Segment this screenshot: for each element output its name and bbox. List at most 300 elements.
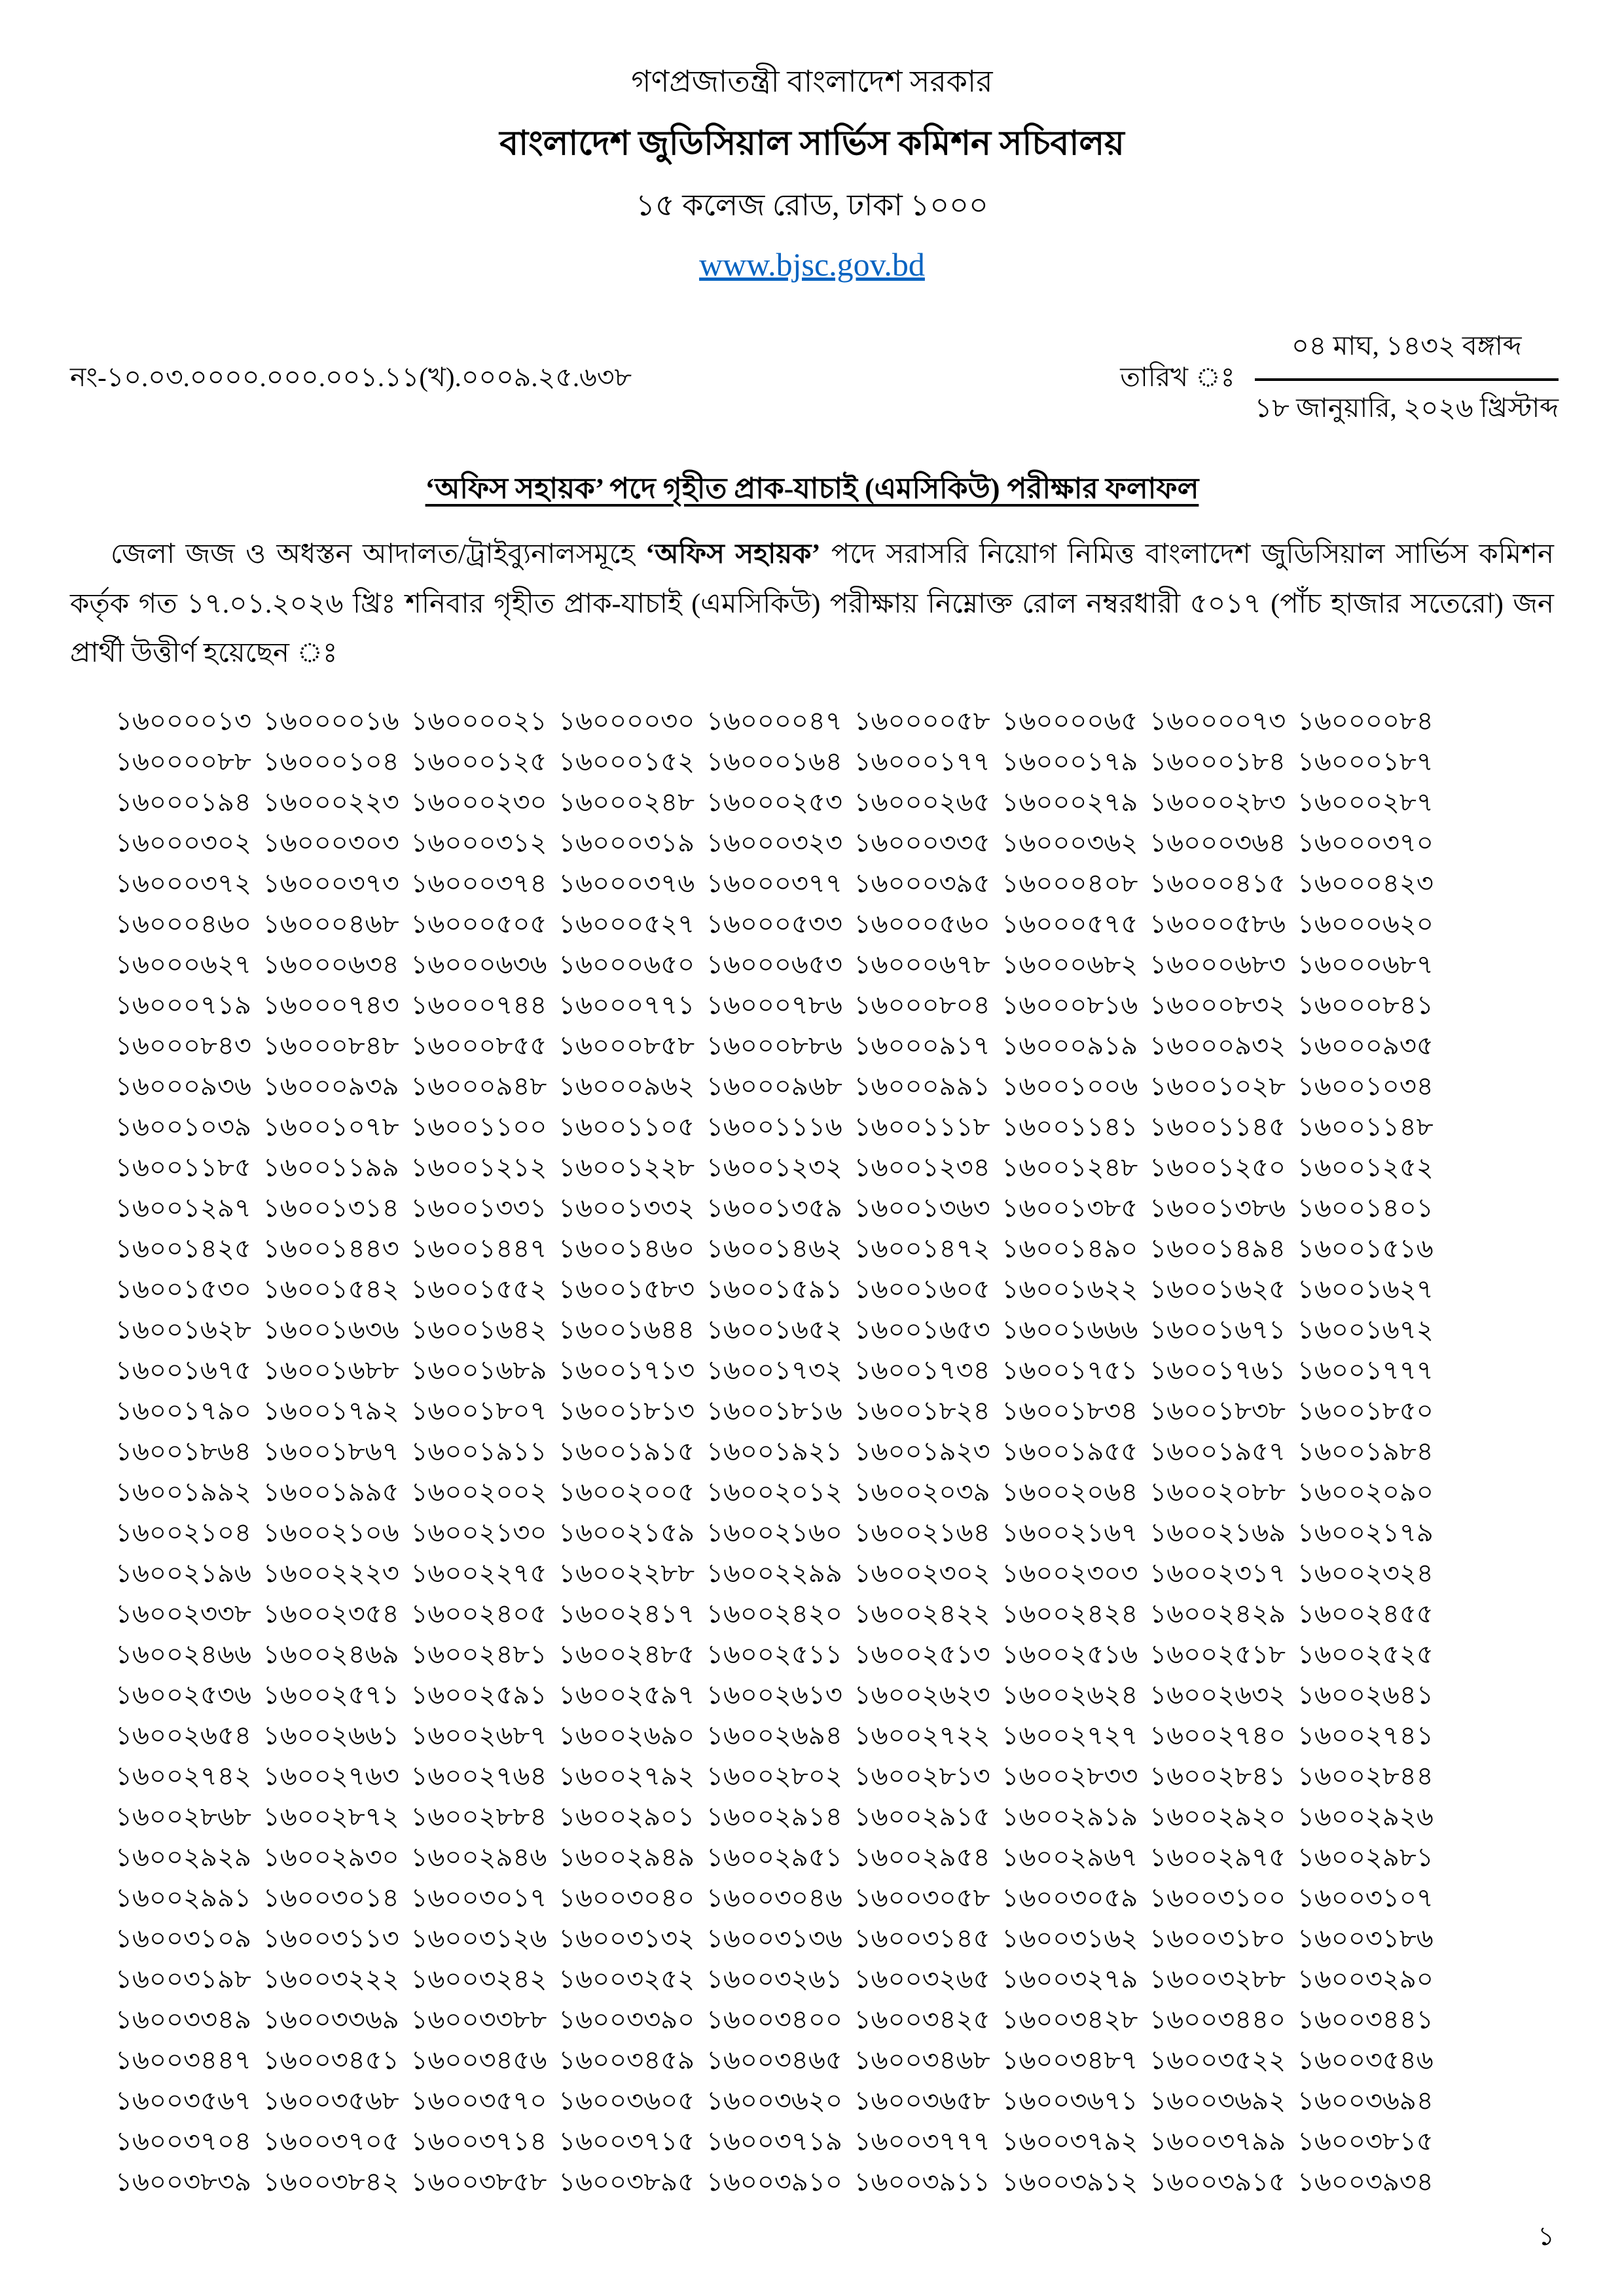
roll-number: ১৬০০০৬৫০ (558, 949, 695, 979)
roll-number: ১৬০০১৭৬১ (1149, 1355, 1286, 1385)
roll-number: ১৬০০১৮৫০ (1297, 1395, 1434, 1426)
roll-number: ১৬০০০২৬৫ (854, 787, 990, 817)
roll-number: ১৬০০৩০১৭ (410, 1882, 547, 1912)
roll-number: ১৬০০২৯০১ (558, 1801, 695, 1831)
roll-number: ১৬০০০০৬৫ (1001, 706, 1138, 736)
roll-number: ১৬০০১৪৪৭ (410, 1233, 547, 1263)
roll-number: ১৬০০৩৭১৪ (410, 2126, 547, 2156)
roll-number: ১৬০০১১৪১ (1001, 1111, 1138, 1141)
roll-number: ১৬০০০০১৬ (262, 706, 399, 736)
roll-number: ১৬০০০০৮৪ (1297, 706, 1434, 736)
roll-number: ১৬০০১৬৪৪ (558, 1314, 695, 1344)
roll-number: ১৬০০২৪৫৫ (1297, 1598, 1434, 1628)
roll-number: ১৬০০১২২৮ (558, 1152, 695, 1182)
roll-number: ১৬০০০৩৭৩ (262, 868, 399, 898)
roll-number: ১৬০০২৩৩৮ (115, 1598, 251, 1628)
roll-number: ১৬০০১৯১৫ (558, 1436, 695, 1466)
roll-number: ১৬০০২৮৪১ (1149, 1761, 1286, 1791)
roll-number: ১৬০০০৪০৮ (1001, 868, 1138, 898)
roll-number: ১৬০০১৬৫২ (706, 1314, 842, 1344)
roll-number: ১৬০০১৯৫৫ (1001, 1436, 1138, 1466)
roll-number: ১৬০০৩০৫৯ (1001, 1882, 1138, 1912)
roll-number: ১৬০০০৬৩৬ (410, 949, 547, 979)
roll-number: ১৬০০২০০৫ (558, 1477, 695, 1507)
roll-number: ১৬০০১২৫২ (1297, 1152, 1434, 1182)
roll-number: ১৬০০২৭২২ (854, 1720, 990, 1750)
roll-number: ১৬০০৩১০০ (1149, 1882, 1286, 1912)
roll-number: ১৬০০৩৪৬৮ (854, 2045, 990, 2075)
roll-number: ১৬০০৩৭৯২ (1001, 2126, 1138, 2156)
roll-number: ১৬০০০১০৪ (262, 746, 399, 776)
roll-number: ১৬০০১৫৯১ (706, 1274, 842, 1304)
date-block (1120, 325, 1559, 433)
roll-number: ১৬০০০১৮৭ (1297, 746, 1434, 776)
date-english: ১৮ জানুয়ারি, ২০২৬ খ্রিস্টাব্দ (1254, 393, 1559, 423)
roll-number: ১৬০০০১৭৭ (854, 746, 990, 776)
roll-number: ১৬০০১৮৬৭ (262, 1436, 399, 1466)
roll-number: ১৬০০০৬৩৪ (262, 949, 399, 979)
roll-number: ১৬০০২৪২৯ (1149, 1598, 1286, 1628)
roll-number: ১৬০০২৯৬৭ (1001, 1842, 1138, 1872)
roll-number: ১৬০০০৫০৫ (410, 908, 547, 939)
roll-number: ১৬০০২১৩০ (410, 1517, 547, 1547)
roll-number: ১৬০০০০৫৮ (854, 706, 990, 736)
roll-number: ১৬০০১৭৫১ (1001, 1355, 1138, 1385)
roll-number: ১৬০০২২৭৫ (410, 1558, 547, 1588)
roll-number: ১৬০০২৬১৩ (706, 1679, 842, 1710)
roll-number: ১৬০০৩২৭৯ (1001, 1964, 1138, 1994)
roll-number: ১৬০০১১৮৫ (115, 1152, 251, 1182)
government-name: গণপ্রজাতন্ত্রী বাংলাদেশ সরকার (631, 65, 993, 98)
roll-number: ১৬০০২৯৫১ (706, 1842, 842, 1872)
roll-number: ১৬০০১৬২৭ (1297, 1274, 1434, 1304)
roll-number: ১৬০০২৯৫৪ (854, 1842, 990, 1872)
roll-number: ১৬০০১১১৮ (854, 1111, 990, 1141)
roll-number: ১৬০০১৩৮৬ (1149, 1193, 1286, 1223)
roll-number: ১৬০০১৬৫৩ (854, 1314, 990, 1344)
roll-number: ১৬০০০৩০৩ (262, 827, 399, 857)
roll-number: ১৬০০২৯২৯ (115, 1842, 251, 1872)
roll-number: ১৬০০২৩১৭ (1149, 1558, 1286, 1588)
roll-number: ১৬০০২১৬৯ (1149, 1517, 1286, 1547)
roll-number: ১৬০০০৩৭৭ (706, 868, 842, 898)
roll-number: ১৬০০১৮১৬ (706, 1395, 842, 1426)
roll-number: ১৬০০২৬৯৪ (706, 1720, 842, 1750)
roll-number: ১৬০০৩১৩৬ (706, 1923, 842, 1953)
roll-number: ১৬০০১৫১৬ (1297, 1233, 1434, 1263)
roll-number: ১৬০০৩২৫২ (558, 1964, 695, 1994)
roll-number: ১৬০০১০৩৯ (115, 1111, 251, 1141)
roll-number: ১৬০০২৬৮৭ (410, 1720, 547, 1750)
roll-number: ১৬০০২৮৭২ (262, 1801, 399, 1831)
roll-number: ১৬০০১৬২৫ (1149, 1274, 1286, 1304)
roll-number: ১৬০০০২৭৯ (1001, 787, 1138, 817)
roll-number: ১৬০০১৫৮৩ (558, 1274, 695, 1304)
roll-number: ১৬০০৩৮৯৫ (558, 2166, 695, 2197)
roll-number: ১৬০০৩৮৫৮ (410, 2166, 547, 2197)
roll-number: ১৬০০২০৩৯ (854, 1477, 990, 1507)
roll-number: ১৬০০৩৯১২ (1001, 2166, 1138, 2197)
roll-number: ১৬০০০৮১৬ (1001, 990, 1138, 1020)
roll-number: ১৬০০১১১৬ (706, 1111, 842, 1141)
roll-number: ১৬০০১৪০১ (1297, 1193, 1434, 1223)
date-fraction (1255, 325, 1559, 433)
roll-number: ১৬০০০৩০২ (115, 827, 252, 857)
roll-number: ১৬০০৩৬৯৪ (1297, 2085, 1434, 2115)
roll-number: ১৬০০১৪৯৪ (1149, 1233, 1286, 1263)
roll-number: ১৬০০২৩২৪ (1297, 1558, 1434, 1588)
roll-number: ১৬০০২৩৫৪ (262, 1598, 399, 1628)
roll-number: ১৬০০৩১৯৮ (115, 1964, 251, 1994)
memo-number: নং-১০.০৩.০০০০.০০০.০০১.১১(খ).০০০৯.২৫.৬৩৮ (70, 361, 632, 392)
roll-number: ১৬০০২০৯০ (1297, 1477, 1434, 1507)
roll-number: ১৬০০১৬৪২ (410, 1314, 547, 1344)
roll-number: ১৬০০১১৪৫ (1149, 1111, 1286, 1141)
roll-number: ১৬০০০৩৬২ (1001, 827, 1138, 857)
roll-number: ১৬০০১৯২৩ (854, 1436, 990, 1466)
roll-number: ১৬০০০১৭৯ (1001, 746, 1138, 776)
roll-number: ১৬০০২২২৩ (262, 1558, 399, 1588)
roll-number: ১৬০০২৮৬৮ (115, 1801, 251, 1831)
organization-address: ১৫ কলেজ রোড, ঢাকা ১০০০ (636, 188, 988, 222)
roll-number: ১৬০০২৪১৭ (558, 1598, 695, 1628)
roll-number: ১৬০০২৭৪২ (115, 1761, 251, 1791)
roll-number: ১৬০০৩৯১১ (854, 2166, 990, 2197)
roll-number: ১৬০০১২৩২ (706, 1152, 842, 1182)
roll-number: ১৬০০০৩১৯ (558, 827, 695, 857)
organization-name: বাংলাদেশ জুডিসিয়াল সার্ভিস কমিশন সচিবালয় (499, 125, 1125, 162)
roll-number: ১৬০০২১৬০ (706, 1517, 842, 1547)
roll-number: ১৬০০০৮৫৮ (558, 1030, 695, 1060)
roll-number: ১৬০০১১০৫ (558, 1111, 695, 1141)
roll-number: ১৬০০০৭১৯ (115, 990, 251, 1020)
intro-text: জেলা জজ ও অধস্তন আদালত/ট্রাইব্যুনালসমূহে (111, 539, 646, 569)
roll-number: ১৬০০২৯৯১ (115, 1882, 251, 1912)
roll-number: ১৬০০১৯৮৪ (1297, 1436, 1434, 1466)
roll-number: ১৬০০২১০৪ (115, 1517, 251, 1547)
memo-date-row (70, 325, 1559, 433)
roll-number: ১৬০০১১৪৮ (1297, 1111, 1434, 1141)
roll-number: ১৬০০৩৪৪০ (1149, 2004, 1286, 2034)
roll-number: ১৬০০৩১৩২ (558, 1923, 695, 1953)
roll-number: ১৬০০০৮৪৮ (262, 1030, 399, 1060)
roll-number: ১৬০০৩৯১৫ (1149, 2166, 1286, 2197)
roll-number: ১৬০০২২৯৯ (706, 1558, 842, 1588)
roll-number: ১৬০০১৬৭১ (1149, 1314, 1286, 1344)
roll-number: ১৬০০১৩৫৯ (706, 1193, 842, 1223)
roll-number: ১৬০০০০৩০ (558, 706, 695, 736)
roll-number: ১৬০০২৬৯০ (558, 1720, 695, 1750)
roll-number: ১৬০০০১৫২ (558, 746, 695, 776)
roll-number: ১৬০০১০৩৪ (1297, 1071, 1434, 1101)
roll-number: ১৬০০০৯৬৮ (706, 1071, 842, 1101)
roll-number: ১৬০০৩৭১৯ (706, 2126, 842, 2156)
roll-number: ১৬০০১৮২৪ (854, 1395, 990, 1426)
roll-number: ১৬০০০৫৩৩ (706, 908, 842, 939)
roll-number: ১৬০০০০১৩ (115, 706, 251, 736)
roll-number: ১৬০০০৪২৩ (1297, 868, 1434, 898)
roll-number: ১৬০০৩২২২ (262, 1964, 399, 1994)
notice-title-text: ‘অফিস সহায়ক’ পদে গৃহীত প্রাক-যাচাই (এমসিকিউ) পরীক্ষার ফলাফল (425, 473, 1199, 505)
roll-number: ১৬০০২৪৮৫ (558, 1639, 695, 1669)
roll-number: ১৬০০১৭১৩ (558, 1355, 695, 1385)
roll-number: ১৬০০০২৫৩ (706, 787, 842, 817)
roll-number: ১৬০০০৩৬৪ (1149, 827, 1286, 857)
intro-bold-text: ‘অফিস সহায়ক’ (645, 539, 821, 569)
roll-number: ১৬০০১৩৩২ (558, 1193, 695, 1223)
roll-number: ১৬০০৩১০৭ (1297, 1882, 1434, 1912)
roll-number: ১৬০০০৬৭৮ (854, 949, 990, 979)
roll-number: ১৬০০২০৬৪ (1001, 1477, 1138, 1507)
roll-number: ১৬০০২১৯৬ (115, 1558, 251, 1588)
roll-number: ১৬০০০৪১৫ (1149, 868, 1286, 898)
roll-number: ১৬০০২৭৯২ (558, 1761, 695, 1791)
roll-number: ১৬০০১৪২৫ (115, 1233, 251, 1263)
roll-number: ১৬০০৩৫২২ (1149, 2045, 1286, 2075)
roll-number: ১৬০০০৫৬০ (854, 908, 990, 939)
roll-number: ১৬০০২৪৮১ (410, 1639, 547, 1669)
date-bangla: ০৪ মাঘ, ১৪৩২ বঙ্গাব্দ (1255, 325, 1559, 381)
roll-number: ১৬০০২৯৪৬ (410, 1842, 547, 1872)
roll-number: ১৬০০২৯৩০ (262, 1842, 399, 1872)
roll-number: ১৬০০৩১৮৬ (1297, 1923, 1434, 1953)
roll-number: ১৬০০০৭৭১ (558, 990, 695, 1020)
roll-number: ১৬০০০৮৪১ (1297, 990, 1434, 1020)
roll-number: ১৬০০০৫৮৬ (1149, 908, 1286, 939)
roll-number: ১৬০০০৭৮৬ (706, 990, 842, 1020)
roll-number: ১৬০০৩৭৭৭ (854, 2126, 990, 2156)
roll-number: ১৬০০৩৫৬৭ (115, 2085, 251, 2115)
roll-number: ১৬০০২৮৪৪ (1297, 1761, 1434, 1791)
roll-number: ১৬০০০৮৮৬ (706, 1030, 842, 1060)
roll-number: ১৬০০০৩৭৬ (558, 868, 695, 898)
roll-number: ১৬০০০৫২৭ (558, 908, 695, 939)
roll-number: ১৬০০২৪২০ (706, 1598, 842, 1628)
roll-number: ১৬০০১৬৭২ (1297, 1314, 1434, 1344)
roll-number: ১৬০০০৯১৭ (854, 1030, 990, 1060)
roll-number: ১৬০০৩৯১০ (706, 2166, 842, 2197)
roll-number: ১৬০০০৯১৯ (1001, 1030, 1138, 1060)
roll-number: ১৬০০৩৫৪৬ (1297, 2045, 1434, 2075)
roll-number: ১৬০০৩৬০৫ (558, 2085, 695, 2115)
roll-number: ১৬০০১৬৬৬ (1001, 1314, 1138, 1344)
roll-number: ১৬০০১৯২১ (706, 1436, 842, 1466)
roll-number: ১৬০০০৯৩৫ (1297, 1030, 1434, 1060)
roll-number: ১৬০০৩৮৩৯ (115, 2166, 251, 2197)
roll-number: ১৬০০২৯৮১ (1297, 1842, 1434, 1872)
roll-number: ১৬০০২৫১৮ (1149, 1639, 1286, 1669)
roll-number: ১৬০০২৭২৭ (1001, 1720, 1138, 1750)
roll-number: ১৬০০১৩৮৫ (1001, 1193, 1138, 1223)
roll-number: ১৬০০৩১৮০ (1149, 1923, 1286, 1953)
letterhead (0, 0, 1624, 283)
roll-number: ১৬০০১৬২২ (1001, 1274, 1138, 1304)
roll-number: ১৬০০১৬২৮ (115, 1314, 251, 1344)
roll-number: ১৬০০১২৯৭ (115, 1193, 251, 1223)
roll-number: ১৬০০০৯৬২ (558, 1071, 695, 1101)
roll-number: ১৬০০২৩০৩ (1001, 1558, 1138, 1588)
roll-number: ১৬০০৩০১৪ (262, 1882, 399, 1912)
roll-number: ১৬০০২৪৬৬ (115, 1639, 251, 1669)
roll-number: ১৬০০১২১২ (410, 1152, 547, 1182)
roll-number: ১৬০০১৭৯০ (115, 1395, 251, 1426)
roll-number: ১৬০০০৩১২ (410, 827, 547, 857)
roll-number: ১৬০০১১৯৯ (262, 1152, 399, 1182)
roll-number: ১৬০০০৬২৭ (115, 949, 252, 979)
roll-number: ১৬০০২১৬৪ (854, 1517, 990, 1547)
roll-number: ১৬০০২৯৪৯ (558, 1842, 695, 1872)
intro-paragraph (70, 530, 1554, 679)
roll-number: ১৬০০০২২৩ (262, 787, 399, 817)
roll-number: ১৬০০৩১৬২ (1001, 1923, 1138, 1953)
roll-number: ১৬০০২৪৬৯ (262, 1639, 399, 1669)
roll-number: ১৬০০২৫৯১ (410, 1679, 547, 1710)
roll-number: ১৬০০৩৪০০ (706, 2004, 842, 2034)
roll-number: ১৬০০০৪৬০ (115, 908, 251, 939)
roll-number: ১৬০০৩৪৪১ (1297, 2004, 1434, 2034)
roll-number: ১৬০০১৪৬২ (706, 1233, 842, 1263)
roll-number: ১৬০০১৭৯২ (262, 1395, 399, 1426)
website-link[interactable]: www.bjsc.gov.bd (699, 246, 925, 283)
roll-number: ১৬০০০০৪৭ (706, 706, 842, 736)
roll-number: ১৬০০২৫৯৭ (558, 1679, 695, 1710)
roll-number: ১৬০০১২৫০ (1149, 1152, 1286, 1182)
roll-number: ১৬০০৩২৮৮ (1149, 1964, 1286, 1994)
roll-number: ১৬০০১৮৩৪ (1001, 1395, 1138, 1426)
roll-number: ১৬০০৩৩৪৯ (115, 2004, 251, 2034)
roll-number: ১৬০০১৮৬৪ (115, 1436, 251, 1466)
roll-number: ১৬০০১০০৬ (1001, 1071, 1138, 1101)
roll-number: ১৬০০১৬০৫ (854, 1274, 990, 1304)
roll-number: ১৬০০৩২৯০ (1297, 1964, 1434, 1994)
roll-number: ১৬০০৩৩৬৯ (262, 2004, 399, 2034)
roll-number: ১৬০০৩৬৫৮ (854, 2085, 990, 2115)
roll-number: ১৬০০০১৬৪ (706, 746, 842, 776)
roll-number: ১৬০০২৬৩২ (1149, 1679, 1286, 1710)
roll-number: ১৬০০০৩৯৫ (854, 868, 990, 898)
roll-number: ১৬০০২৯১৫ (854, 1801, 990, 1831)
roll-number: ১৬০০৩৭৯৯ (1149, 2126, 1286, 2156)
roll-number: ১৬০০১৭৭৭ (1297, 1355, 1434, 1385)
roll-number: ১৬০০৩৪৪৭ (115, 2045, 251, 2075)
roll-number: ১৬০০০৬৮৭ (1297, 949, 1434, 979)
roll-number: ১৬০০২৮০২ (706, 1761, 842, 1791)
roll-number: ১৬০০২৮৮৪ (410, 1801, 547, 1831)
roll-number: ১৬০০১৫৪২ (262, 1274, 399, 1304)
roll-number: ১৬০০১৯১১ (410, 1436, 547, 1466)
date-label: তারিখ ঃ (1120, 361, 1235, 392)
roll-number: ১৬০০২১৬৭ (1001, 1517, 1138, 1547)
roll-number: ১৬০০১১০০ (410, 1111, 547, 1141)
roll-number: ১৬০০০৩৭২ (115, 868, 252, 898)
roll-number: ১৬০০২৪০৫ (410, 1598, 547, 1628)
roll-number: ১৬০০০৯৩৯ (262, 1071, 399, 1101)
roll-number: ১৬০০০০৮৮ (115, 746, 251, 776)
roll-number: ১৬০০১৬৩৬ (262, 1314, 399, 1344)
roll-number: ১৬০০২৬২৩ (854, 1679, 990, 1710)
roll-number: ১৬০০৩৮৪২ (262, 2166, 399, 2197)
roll-number: ১৬০০৩৪৫৯ (558, 2045, 695, 2075)
roll-number: ১৬০০১৮৩৮ (1149, 1395, 1286, 1426)
roll-number: ১৬০০৩১০৯ (115, 1923, 251, 1953)
roll-number: ১৬০০০৮০৪ (854, 990, 990, 1020)
roll-number: ১৬০০২৪২২ (854, 1598, 990, 1628)
intro-text: পদে সরাসরি নিয়োগ নিমিত্ত বাংলাদেশ জুডিসিয়াল সার্ভিস কমিশন কর্তৃক গত ১৭.০১.২০২৬ খ্রিঃ শনিবার গৃহীত প্রাক-যাচাই (এমসিকিউ) পরীক্ষায় নিম্নোক্ত রোল নম্বরধারী ৫০১৭ (পাঁচ হাজার সতেরো) জন প্রার্থী উত্তীর্ণ হয়েছেন ঃ (70, 539, 1555, 669)
roll-number: ১৬০০২৫১৩ (854, 1639, 990, 1669)
roll-number: ১৬০০২৫১৬ (1001, 1639, 1138, 1669)
notice-title (0, 467, 1624, 514)
roll-grid (115, 701, 1434, 2202)
roll-number: ১৬০০২৯২৬ (1297, 1801, 1434, 1831)
roll-number: ১৬০০২৬৫৪ (115, 1720, 251, 1750)
roll-number: ১৬০০২০০২ (410, 1477, 547, 1507)
roll-number: ১৬০০০৩৩৫ (854, 827, 990, 857)
roll-number: ১৬০০১০২৮ (1149, 1071, 1286, 1101)
roll-number: ১৬০০১৫৫২ (410, 1274, 547, 1304)
roll-number: ১৬০০৩৪৬৫ (706, 2045, 842, 2075)
roll-number: ১৬০০১০৭৮ (262, 1111, 399, 1141)
roll-number: ১৬০০১৬৮৮ (262, 1355, 399, 1385)
roll-number: ১৬০০৩০৪৬ (706, 1882, 842, 1912)
website-row (0, 245, 1624, 283)
roll-number: ১৬০০০৮৫৫ (410, 1030, 547, 1060)
roll-number: ১৬০০৩৩৮৮ (410, 2004, 547, 2034)
roll-number: ১৬০০২৬৪১ (1297, 1679, 1434, 1710)
page-number: ১ (1538, 2221, 1555, 2251)
roll-number: ১৬০০০৪৬৮ (262, 908, 399, 939)
roll-number: ১৬০০১৪৭২ (854, 1233, 990, 1263)
roll-number: ১৬০০১৭৩২ (706, 1355, 842, 1385)
roll-number: ১৬০০২৫৩৬ (115, 1679, 251, 1710)
roll-number: ১৬০০৩২৪২ (410, 1964, 547, 1994)
roll-number: ১৬০০১৯৫৭ (1149, 1436, 1286, 1466)
roll-number: ১৬০০০৯৯১ (854, 1071, 990, 1101)
roll-number: ১৬০০১৩১৪ (262, 1193, 399, 1223)
roll-number: ১৬০০৩০৫৮ (854, 1882, 990, 1912)
roll-number: ১৬০০৩৪২৫ (854, 2004, 990, 2034)
roll-number: ১৬০০০২৪৮ (558, 787, 695, 817)
roll-number: ১৬০০১৪৪৩ (262, 1233, 399, 1263)
roll-number: ১৬০০২১৭৯ (1297, 1517, 1434, 1547)
roll-number: ১৬০০২৫২৫ (1297, 1639, 1434, 1669)
roll-number: ১৬০০৩২৬৫ (854, 1964, 990, 1994)
roll-number: ১৬০০৩৫৬৮ (262, 2085, 399, 2115)
roll-number: ১৬০০৩৬৭১ (1001, 2085, 1138, 2115)
roll-number: ১৬০০৩৮১৫ (1297, 2126, 1434, 2156)
roll-number: ১৬০০১৯৯২ (115, 1477, 251, 1507)
roll-number: ১৬০০০৬৮৩ (1149, 949, 1286, 979)
roll-number: ১৬০০২১৫৯ (558, 1517, 695, 1547)
roll-number: ১৬০০০৩২৩ (706, 827, 842, 857)
roll-number: ১৬০০৩১১৩ (262, 1923, 399, 1953)
roll-number: ১৬০০২৮৩৩ (1001, 1761, 1138, 1791)
roll-number: ১৬০০০২৮৩ (1149, 787, 1286, 817)
roll-number: ১৬০০৩৩৯০ (558, 2004, 695, 2034)
roll-number: ১৬০০১৩৬৩ (854, 1193, 990, 1223)
roll-number: ১৬০০৩৭০৪ (115, 2126, 251, 2156)
roll-number: ১৬০০৩৫৭০ (410, 2085, 547, 2115)
roll-number: ১৬০০৩৪৮৭ (1001, 2045, 1138, 2075)
roll-number: ১৬০০২৮১৩ (854, 1761, 990, 1791)
roll-number: ১৬০০০৬২০ (1297, 908, 1434, 939)
roll-number: ১৬০০৩৯৩৪ (1297, 2166, 1434, 2197)
roll-number: ১৬০০২৫৭১ (262, 1679, 399, 1710)
roll-number: ১৬০০২৯১৯ (1001, 1801, 1138, 1831)
roll-number: ১৬০০০৭৪৪ (410, 990, 547, 1020)
roll-number: ১৬০০০১৮৪ (1149, 746, 1286, 776)
roll-number: ১৬০০১২৪৮ (1001, 1152, 1138, 1182)
roll-number: ১৬০০০৫৭৫ (1001, 908, 1138, 939)
